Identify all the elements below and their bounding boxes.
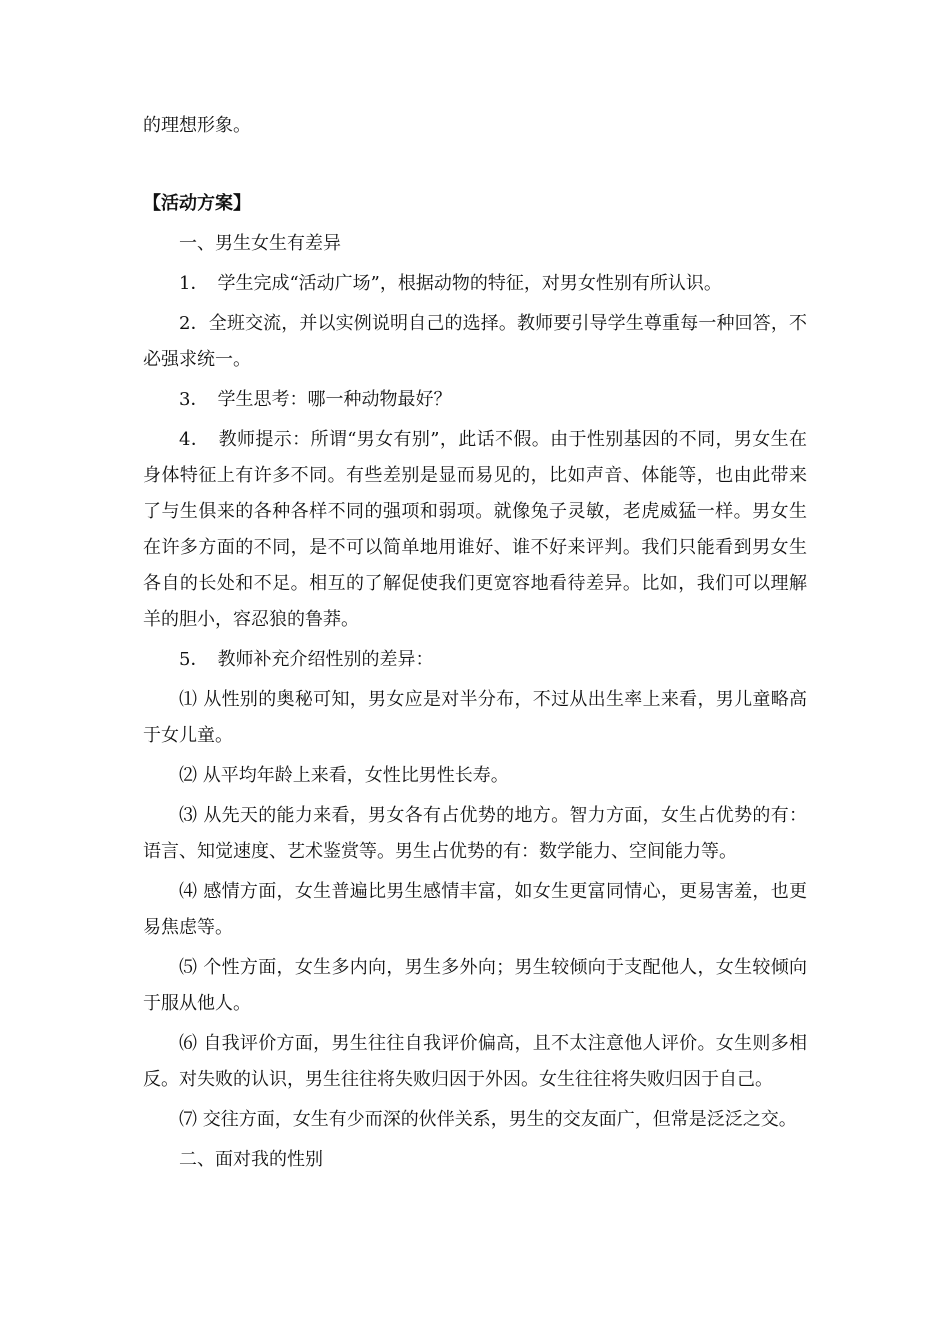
difference-1: ⑴ 从性别的奥秘可知，男女应是对半分布，不过从出生率上来看，男儿童略高于女儿童。 [143, 689, 807, 746]
difference-2: ⑵ 从平均年龄上来看，女性比男性长寿。 [179, 765, 509, 786]
step-2: 2．全班交流，并以实例说明自己的选择。教师要引导学生尊重每一种回答，不必强求统一。 [143, 313, 807, 370]
part1-title: 一、男生女生有差异 [179, 233, 341, 254]
step-5: 5． 教师补充介绍性别的差异： [179, 649, 434, 670]
difference-4: ⑷ 感情方面，女生普遍比男生感情丰富，如女生更富同情心，更易害羞，也更易焦虑等。 [143, 881, 807, 938]
difference-7: ⑺ 交往方面，女生有少而深的伙伴关系，男生的交友面广，但常是泛泛之交。 [179, 1109, 797, 1130]
section-heading: 【活动方案】 [143, 193, 251, 214]
difference-6: ⑹ 自我评价方面，男生往往自我评价偏高，且不太注意他人评价。女生则多相反。对失败的认识，男生往往将失败归因于外因。女生往往将失败归因于自己。 [143, 1033, 807, 1090]
difference-5: ⑸ 个性方面，女生多内向，男生多外向；男生较倾向于支配他人，女生较倾向于服从他人。 [143, 957, 807, 1014]
step-3: 3． 学生思考：哪一种动物最好？ [179, 389, 452, 410]
step-4: 4． 教师提示：所谓“男女有别”，此话不假。由于性别基因的不同，男女生在身体特征上有许多不同。有些差别是显而易见的，比如声音、体能等，也由此带来了与生俱来的各种各样不同的强项和弱项。就像兔子灵敏，老虎威猛一样。男女生在许多方面的不同，是不可以简单地用谁好、谁不好来评判。我们只能看到男女生各自的长处和不足。相互的了解促使我们更宽容地看待差异。比如，我们可以理解羊的胆小，容忍狼的鲁莽。 [143, 429, 807, 630]
carryover-text: 的理想形象。 [143, 115, 251, 136]
difference-3: ⑶ 从先天的能力来看，男女各有占优势的地方。智力方面，女生占优势的有：语言、知觉速度、艺术鉴赏等。男生占优势的有：数学能力、空间能力等。 [143, 805, 807, 862]
part2-title: 二、面对我的性别 [179, 1149, 323, 1170]
document-body [143, 108, 807, 1182]
step-1: 1． 学生完成“活动广场”，根据动物的特征，对男女性别有所认识。 [179, 273, 722, 294]
